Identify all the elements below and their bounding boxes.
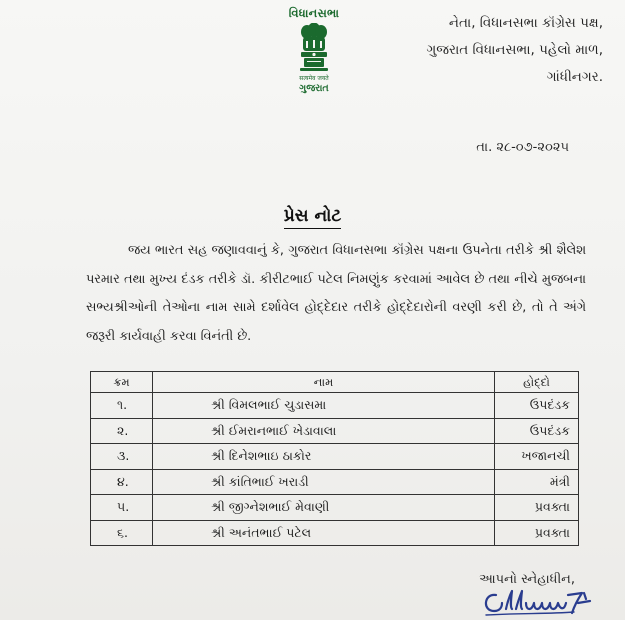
row-serial: ૧. [91,393,153,419]
letterhead-emblem-block [281,6,347,94]
row-post: પ્રવક્તા [495,495,579,521]
header-serial: ક્રમ [91,372,153,393]
row-name: શ્રી જીગ્નેશભાઈ મેવાણી [153,495,495,521]
handwritten-signature [478,585,598,617]
members-table [90,371,579,546]
document-title [0,206,625,226]
body-text [86,237,586,351]
header-post: હોદ્દો [495,372,579,393]
table-row [91,444,579,470]
address-line: ગુજરાત વિધાનસભા, પહેલો માળ, [426,42,603,58]
row-name: શ્રી કાંતિભાઈ ખરાડી [153,469,495,495]
row-name: શ્રી વિમલભાઈ ચુડાસમા [153,393,495,419]
closing-salutation: આપનો સ્નેહાધીન, [479,572,575,587]
row-serial: ૬. [91,520,153,546]
row-post: પ્રવક્તા [495,520,579,546]
row-name: શ્રી દિનેશભાઇ ઠાકોર [153,444,495,470]
lion-capital-emblem-icon [297,23,331,73]
row-name: શ્રી અનંતભાઈ પટેલ [153,520,495,546]
table-header-row [91,372,579,393]
press-note-heading: પ્રેસ નોટ [284,206,342,229]
row-serial: ૪. [91,469,153,495]
body-paragraph: જય ભારત સહ જણાવવાનું કે, ગુજરાત વિધાનસભા કૉંગ્રેસ પક્ષના ઉપનેતા તરીકે શ્રી શૈલેશ પરમાર તથા મુખ્ય દંડક તરીકે ડૉ. કીરીટભાઈ પટેલ નિમણુંક કરવામાં આવેલ છે તથા નીચે મુજબના સભ્યશ્રીઓની તેઓના નામ સામે દર્શાવેલ હોદ્દેદાર તરીકે હોદ્દેદારોની વરણી કરી છે, તો તે અંગે જરૂરી કાર્યવાહી કરવા વિનંતી છે. [86,243,586,344]
assembly-label: વિધાનસભા [288,6,340,20]
table-row [91,469,579,495]
row-post: ખજાનચી [495,444,579,470]
table-row [91,495,579,521]
row-serial: ૨. [91,418,153,444]
sender-address [426,10,603,91]
header-name: નામ [153,372,495,393]
state-label: ગુજરાત [299,83,329,94]
emblem-motto: सत्यमेव जयते [299,75,329,82]
row-name: શ્રી ઈમરાનભાઈ ખેડાવાલા [153,418,495,444]
table-row [91,418,579,444]
address-line: ગાંધીનગર. [546,69,603,85]
address-line: નેતા, વિધાનસભા કૉંગ્રેસ પક્ષ, [448,15,603,31]
row-post: ઉપદંડક [495,418,579,444]
row-post: ઉપદંડક [495,393,579,419]
row-post: મંત્રી [495,469,579,495]
row-serial: ૩. [91,444,153,470]
letter-date: તા. ૨૮-૦૭-૨૦૨૫ [476,140,569,155]
row-serial: ૫. [91,495,153,521]
table-row [91,393,579,419]
table-row [91,520,579,546]
